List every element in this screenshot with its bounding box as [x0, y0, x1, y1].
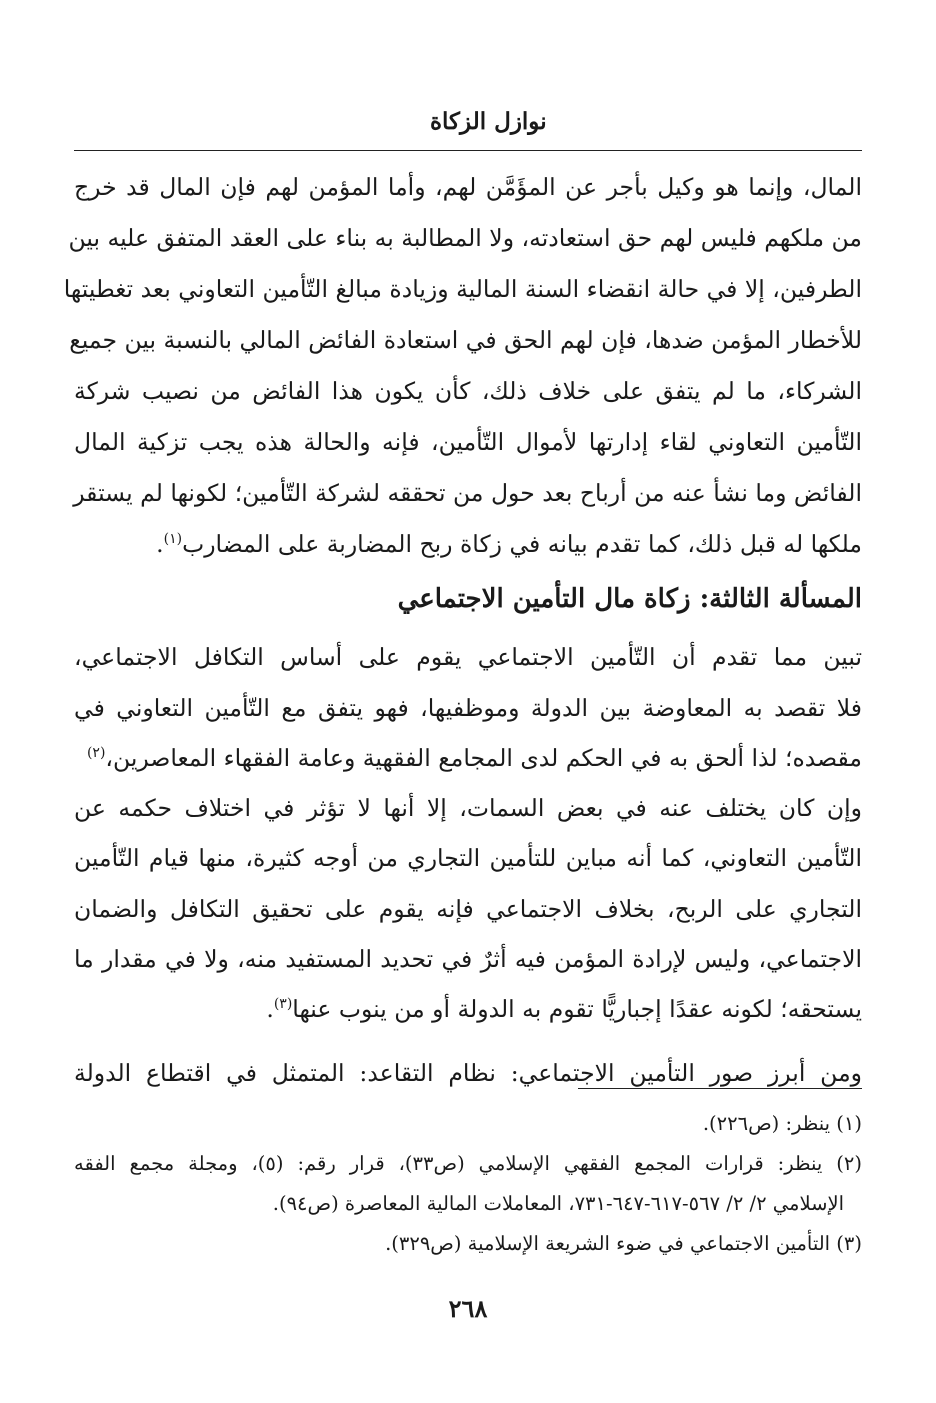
footnote-rule — [578, 1088, 862, 1089]
text-line: المال، وإنما هو وكيل بأجر عن المؤَمَّن لهم، وأما المؤمن لهم فإن المال قد خرج — [74, 173, 862, 201]
text-line: الشركاء، ما لم يتفق على خلاف ذلك، كأن يكون هذا الفائض من نصيب شركة — [74, 377, 862, 405]
footnote-1: (١) ينظر: (ص٢٢٦). — [702, 1112, 862, 1135]
text-line: ومن أبرز صور التأمين الاجتماعي: نظام التقاعد: المتمثل في اقتطاع الدولة — [74, 1059, 862, 1087]
text-line: التجاري على الربح، بخلاف الاجتماعي فإنه يقوم على تحقيق التكافل والضمان — [74, 895, 862, 923]
header-rule — [74, 150, 862, 151]
footnote-2: (٢) ينظر: قرارات المجمع الفقهي الإسلامي (ص٣٣)، قرار رقم: (٥)، ومجلة مجمع الفقه — [74, 1152, 862, 1175]
text-line: التّأمين التعاوني، كما أنه مباين للتأمين التجاري من أوجه كثيرة، منها قيام التّأمين — [74, 844, 862, 872]
footnote-2-continuation: الإسلامي ٢/ ٢/ ٥٦٧-٦١٧-٦٤٧-٧٣١، المعاملات المالية المعاصرة (ص٩٤). — [272, 1192, 844, 1215]
text-line-last — [74, 995, 862, 1023]
line-end: . — [156, 530, 164, 558]
line-text: يستحقه؛ لكونه عقدًا إجباريًّا تقوم به الدولة أو من ينوب عنها — [292, 995, 862, 1023]
footnote-ref-3[interactable]: (٣) — [273, 996, 293, 1012]
section-heading: المسألة الثالثة: زكاة مال التأمين الاجتماعي — [397, 584, 862, 614]
line-text: مقصده؛ لذا ألحق به في الحكم لدى المجامع الفقهية وعامة الفقهاء المعاصرين، — [105, 744, 862, 772]
text-line: الفائض وما نشأ عنه من أرباح بعد حول من تحققه لشركة التّأمين؛ لكونها لم يستقر — [73, 479, 862, 507]
text-line: الاجتماعي، وليس لإرادة المؤمن فيه أثرٌ في تحديد المستفيد منه، ولا في مقدار ما — [74, 945, 862, 973]
page-number: ٢٦٨ — [448, 1294, 488, 1323]
line-end: . — [266, 995, 274, 1023]
running-header-title: نوازل الزكاة — [430, 108, 547, 135]
footnote-3: (٣) التأمين الاجتماعي في ضوء الشريعة الإسلامية (ص٣٢٩). — [385, 1232, 862, 1255]
text-line: من ملكهم فليس لهم حق استعادته، ولا المطالبة به بناء على العقد المتفق عليه بين — [68, 224, 862, 252]
text-line: الطرفين، إلا في حالة انقضاء السنة المالية وزيادة مبالغ التّأمين التعاوني بعد تغطيتها — [63, 275, 862, 303]
text-line: تبين مما تقدم أن التّأمين الاجتماعي يقوم على أساس التكافل الاجتماعي، — [74, 643, 862, 671]
text-line: وإن كان يختلف عنه في بعض السمات، إلا أنها لا تؤثر في اختلاف حكمه عن — [74, 794, 862, 822]
footnote-ref-1[interactable]: (١) — [163, 531, 183, 547]
text-line: فلا تقصد به المعاوضة بين الدولة وموظفيها، فهو يتفق مع التّأمين التعاوني في — [74, 694, 862, 722]
text-line — [74, 744, 862, 772]
line-text: ملكها له قبل ذلك، كما تقدم بيانه في زكاة ربح المضاربة على المضارب — [182, 530, 862, 558]
footnote-ref-2[interactable]: (٢) — [86, 745, 106, 761]
text-line: التّأمين التعاوني لقاء إدارتها لأموال التّأمين، فإنه والحالة هذه يجب تزكية المال — [74, 428, 862, 456]
text-line-last — [74, 530, 862, 558]
text-line: للأخطار المؤمن ضدها، فإن لهم الحق في استعادة الفائض المالي بالنسبة بين جميع — [69, 326, 862, 354]
